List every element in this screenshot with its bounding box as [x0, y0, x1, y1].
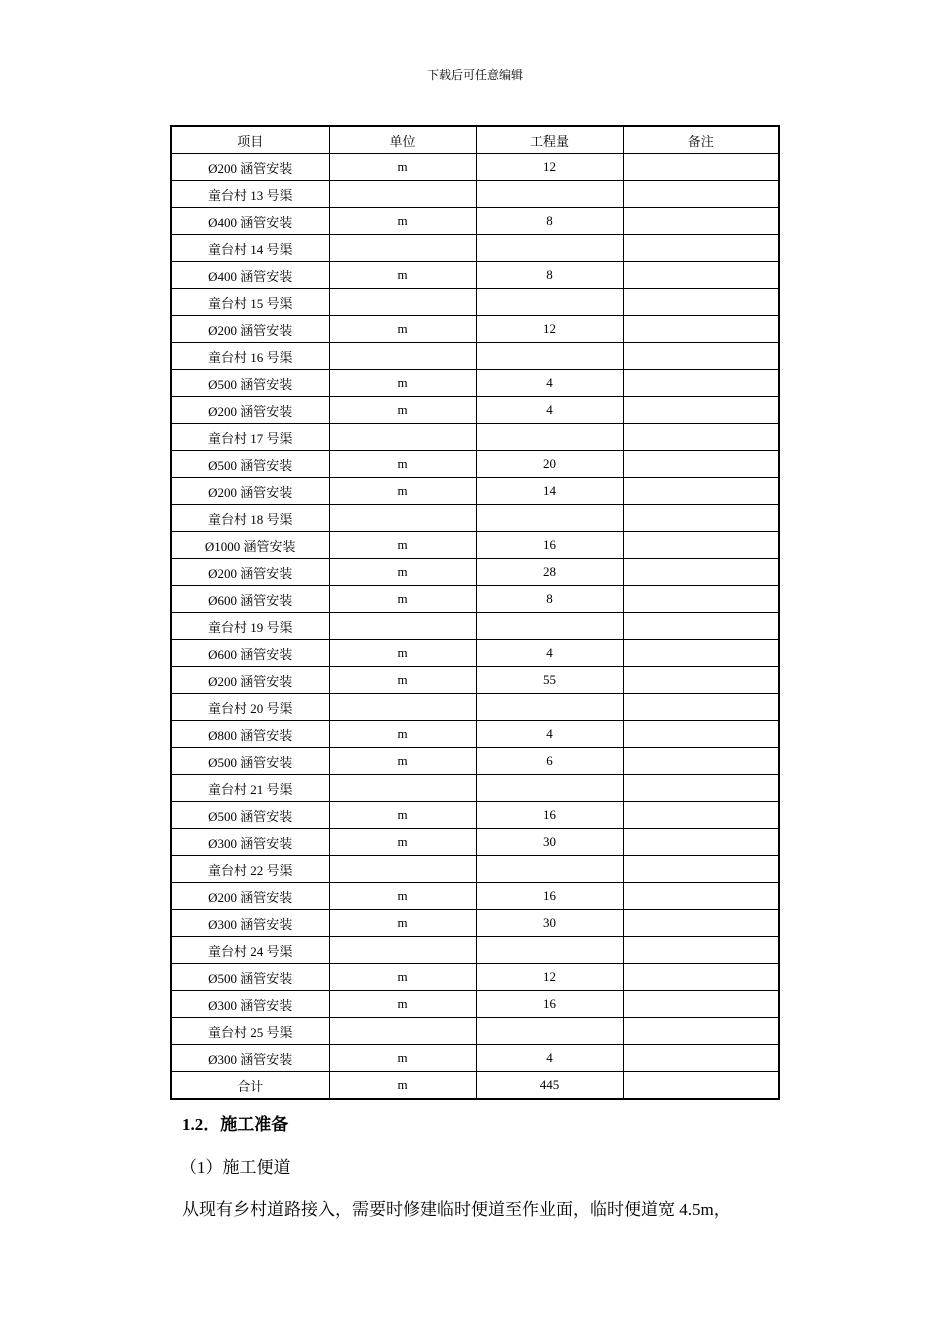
table-row: [171, 532, 779, 559]
body-paragraph: 从现有乡村道路接入，需要时修建临时便道至作业面，临时便道宽 4.5m，: [182, 1200, 731, 1219]
table-row: [171, 721, 779, 748]
item-cell: 童台村 14 号渠: [171, 235, 329, 262]
remarks-cell: [623, 883, 779, 910]
table-row: [171, 343, 779, 370]
unit-cell: [329, 343, 476, 370]
table-row: [171, 937, 779, 964]
table-row: [171, 802, 779, 829]
quantity-cell: [476, 424, 623, 451]
table-row: [171, 964, 779, 991]
column-header-remarks: 备注: [623, 126, 779, 154]
remarks-cell: [623, 1018, 779, 1045]
quantity-cell: [476, 937, 623, 964]
table-row: [171, 856, 779, 883]
table-row: [171, 316, 779, 343]
column-header-quantity: 工程量: [476, 126, 623, 154]
item-cell: Ø800 涵管安装: [171, 721, 329, 748]
unit-cell: [329, 775, 476, 802]
table-row: [171, 478, 779, 505]
table-row: [171, 1045, 779, 1072]
item-cell: Ø500 涵管安装: [171, 451, 329, 478]
remarks-cell: [623, 829, 779, 856]
quantity-table: [170, 125, 780, 1100]
item-cell: Ø600 涵管安装: [171, 586, 329, 613]
remarks-cell: [623, 613, 779, 640]
remarks-cell: [623, 586, 779, 613]
quantity-cell: 20: [476, 451, 623, 478]
table-body: [171, 154, 779, 1100]
remarks-cell: [623, 1072, 779, 1100]
table-row: [171, 1072, 779, 1100]
unit-cell: m: [329, 262, 476, 289]
item-cell: Ø400 涵管安装: [171, 208, 329, 235]
remarks-cell: [623, 532, 779, 559]
unit-cell: m: [329, 883, 476, 910]
item-cell: 童台村 15 号渠: [171, 289, 329, 316]
quantity-cell: [476, 289, 623, 316]
unit-cell: m: [329, 532, 476, 559]
item-cell: Ø300 涵管安装: [171, 910, 329, 937]
remarks-cell: [623, 208, 779, 235]
item-cell: Ø300 涵管安装: [171, 1045, 329, 1072]
item-cell: Ø200 涵管安装: [171, 316, 329, 343]
quantity-cell: 8: [476, 586, 623, 613]
unit-cell: m: [329, 964, 476, 991]
quantity-cell: 4: [476, 370, 623, 397]
table-row: [171, 991, 779, 1018]
remarks-cell: [623, 370, 779, 397]
quantity-cell: 16: [476, 532, 623, 559]
unit-cell: [329, 1018, 476, 1045]
item-cell: 童台村 21 号渠: [171, 775, 329, 802]
remarks-cell: [623, 1045, 779, 1072]
quantity-cell: 4: [476, 397, 623, 424]
unit-cell: [329, 937, 476, 964]
remarks-cell: [623, 937, 779, 964]
item-cell: 童台村 19 号渠: [171, 613, 329, 640]
item-cell: 童台村 24 号渠: [171, 937, 329, 964]
remarks-cell: [623, 910, 779, 937]
item-cell: Ø200 涵管安装: [171, 559, 329, 586]
section-subtitle: （1）施工便道: [180, 1158, 291, 1177]
item-cell: Ø500 涵管安装: [171, 370, 329, 397]
unit-cell: [329, 181, 476, 208]
quantity-cell: 16: [476, 883, 623, 910]
column-header-item: 项目: [171, 126, 329, 154]
remarks-cell: [623, 748, 779, 775]
remarks-cell: [623, 856, 779, 883]
table-row: [171, 640, 779, 667]
table-row: [171, 829, 779, 856]
unit-cell: m: [329, 208, 476, 235]
item-cell: Ø600 涵管安装: [171, 640, 329, 667]
unit-cell: m: [329, 397, 476, 424]
quantity-cell: 8: [476, 262, 623, 289]
remarks-cell: [623, 640, 779, 667]
remarks-cell: [623, 154, 779, 181]
table-row: [171, 748, 779, 775]
remarks-cell: [623, 694, 779, 721]
item-cell: Ø500 涵管安装: [171, 964, 329, 991]
table-row: [171, 208, 779, 235]
remarks-cell: [623, 802, 779, 829]
quantity-cell: 12: [476, 964, 623, 991]
unit-cell: m: [329, 154, 476, 181]
unit-cell: m: [329, 586, 476, 613]
item-cell: 童台村 17 号渠: [171, 424, 329, 451]
table-row: [171, 424, 779, 451]
table-row: [171, 883, 779, 910]
unit-cell: m: [329, 667, 476, 694]
quantity-cell: 4: [476, 1045, 623, 1072]
table-row: [171, 262, 779, 289]
unit-cell: m: [329, 721, 476, 748]
quantity-cell: 55: [476, 667, 623, 694]
item-cell: Ø400 涵管安装: [171, 262, 329, 289]
unit-cell: [329, 424, 476, 451]
table-row: [171, 613, 779, 640]
page-header: 下载后可任意编辑: [426, 68, 523, 82]
quantity-cell: 6: [476, 748, 623, 775]
section-title: 1.2．施工准备: [182, 1115, 289, 1134]
quantity-cell: 4: [476, 640, 623, 667]
quantity-cell: [476, 505, 623, 532]
remarks-cell: [623, 559, 779, 586]
table-row: [171, 910, 779, 937]
table-row: [171, 1018, 779, 1045]
quantity-cell: 445: [476, 1072, 623, 1100]
quantity-cell: [476, 694, 623, 721]
item-cell: Ø300 涵管安装: [171, 829, 329, 856]
item-cell: Ø200 涵管安装: [171, 667, 329, 694]
table-row: [171, 235, 779, 262]
item-cell: Ø500 涵管安装: [171, 802, 329, 829]
item-cell: 童台村 25 号渠: [171, 1018, 329, 1045]
table-row: [171, 694, 779, 721]
remarks-cell: [623, 343, 779, 370]
quantity-cell: 30: [476, 829, 623, 856]
unit-cell: m: [329, 910, 476, 937]
item-cell: 童台村 20 号渠: [171, 694, 329, 721]
remarks-cell: [623, 181, 779, 208]
quantity-cell: 30: [476, 910, 623, 937]
table-row: [171, 775, 779, 802]
unit-cell: m: [329, 451, 476, 478]
unit-cell: [329, 289, 476, 316]
quantity-cell: [476, 856, 623, 883]
remarks-cell: [623, 775, 779, 802]
table-row: [171, 289, 779, 316]
remarks-cell: [623, 451, 779, 478]
table-row: [171, 370, 779, 397]
quantity-cell: [476, 613, 623, 640]
quantity-cell: 8: [476, 208, 623, 235]
remarks-cell: [623, 424, 779, 451]
item-cell: 童台村 18 号渠: [171, 505, 329, 532]
unit-cell: m: [329, 478, 476, 505]
remarks-cell: [623, 262, 779, 289]
quantity-cell: 12: [476, 316, 623, 343]
quantity-cell: [476, 343, 623, 370]
table-row: [171, 586, 779, 613]
quantity-cell: 14: [476, 478, 623, 505]
quantity-cell: 12: [476, 154, 623, 181]
table-row: [171, 451, 779, 478]
quantity-cell: [476, 181, 623, 208]
quantity-cell: 4: [476, 721, 623, 748]
item-cell: 童台村 16 号渠: [171, 343, 329, 370]
column-header-unit: 单位: [329, 126, 476, 154]
unit-cell: m: [329, 559, 476, 586]
quantity-cell: 16: [476, 802, 623, 829]
unit-cell: m: [329, 829, 476, 856]
item-cell: Ø200 涵管安装: [171, 883, 329, 910]
unit-cell: [329, 235, 476, 262]
remarks-cell: [623, 397, 779, 424]
item-cell: Ø200 涵管安装: [171, 397, 329, 424]
item-cell: 童台村 22 号渠: [171, 856, 329, 883]
quantity-cell: 16: [476, 991, 623, 1018]
item-cell: 合计: [171, 1072, 329, 1100]
remarks-cell: [623, 316, 779, 343]
item-cell: Ø500 涵管安装: [171, 748, 329, 775]
remarks-cell: [623, 289, 779, 316]
remarks-cell: [623, 478, 779, 505]
unit-cell: m: [329, 316, 476, 343]
unit-cell: [329, 505, 476, 532]
unit-cell: [329, 694, 476, 721]
unit-cell: m: [329, 748, 476, 775]
item-cell: Ø200 涵管安装: [171, 154, 329, 181]
unit-cell: m: [329, 370, 476, 397]
item-cell: 童台村 13 号渠: [171, 181, 329, 208]
quantity-cell: [476, 775, 623, 802]
unit-cell: [329, 613, 476, 640]
table-header-row: [171, 126, 779, 154]
item-cell: Ø300 涵管安装: [171, 991, 329, 1018]
remarks-cell: [623, 235, 779, 262]
quantity-cell: 28: [476, 559, 623, 586]
remarks-cell: [623, 964, 779, 991]
unit-cell: m: [329, 1045, 476, 1072]
unit-cell: m: [329, 640, 476, 667]
table-row: [171, 667, 779, 694]
unit-cell: m: [329, 802, 476, 829]
table-row: [171, 181, 779, 208]
table-row: [171, 559, 779, 586]
table-row: [171, 397, 779, 424]
table-row: [171, 505, 779, 532]
table-row: [171, 154, 779, 181]
quantity-cell: [476, 235, 623, 262]
item-cell: Ø200 涵管安装: [171, 478, 329, 505]
remarks-cell: [623, 505, 779, 532]
unit-cell: m: [329, 991, 476, 1018]
remarks-cell: [623, 721, 779, 748]
quantity-cell: [476, 1018, 623, 1045]
remarks-cell: [623, 991, 779, 1018]
remarks-cell: [623, 667, 779, 694]
unit-cell: [329, 856, 476, 883]
unit-cell: m: [329, 1072, 476, 1100]
item-cell: Ø1000 涵管安装: [171, 532, 329, 559]
